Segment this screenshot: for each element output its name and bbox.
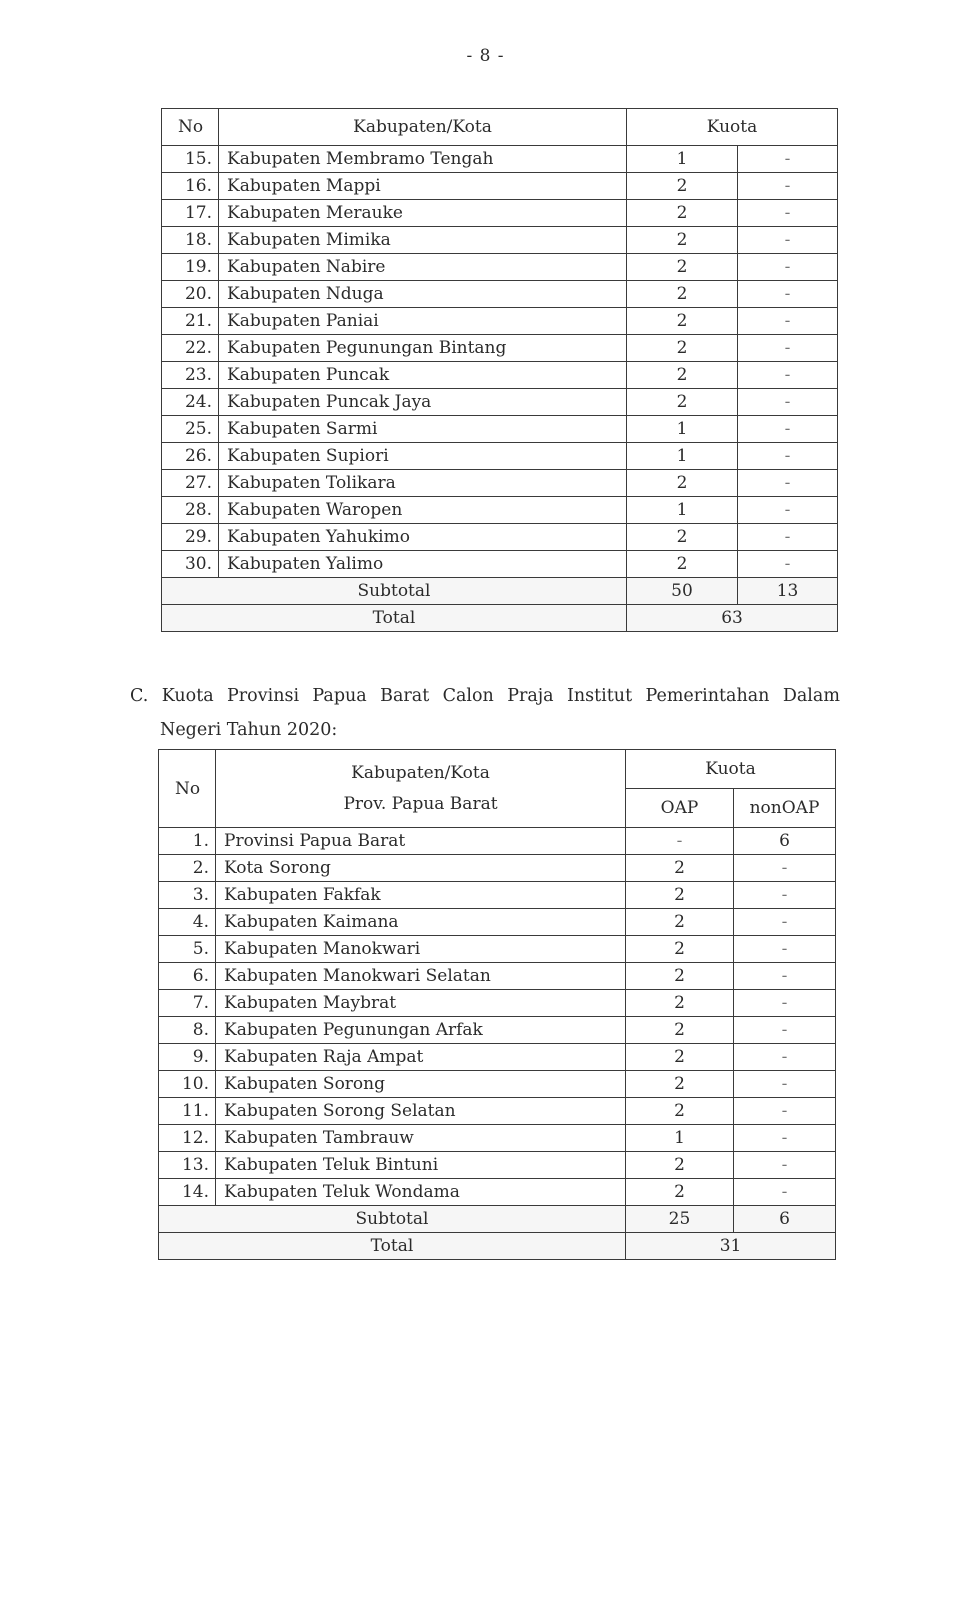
row-name: Kabupaten Fakfak [216,882,626,909]
row-oap: 2 [627,335,738,362]
table-row [159,855,836,882]
row-name: Kabupaten Paniai [219,308,627,335]
row-non-oap: - [734,855,836,882]
header-kuota: Kuota [626,750,836,789]
row-name: Kabupaten Mappi [219,173,627,200]
row-oap: 2 [626,882,734,909]
row-no: 23. [162,362,219,389]
row-no: 4. [159,909,216,936]
row-non-oap: - [734,1017,836,1044]
row-oap: 2 [626,1044,734,1071]
row-no: 29. [162,524,219,551]
table-row [162,524,838,551]
total-value: 63 [627,605,838,632]
row-oap: 2 [627,362,738,389]
row-non-oap: - [734,963,836,990]
row-oap: 1 [627,146,738,173]
table-row [159,828,836,855]
subtotal-non-oap: 13 [738,578,838,605]
table-row [162,254,838,281]
section-c-word: Barat [380,686,430,706]
quota-table-papua-barat [158,749,836,1260]
row-non-oap: - [738,281,838,308]
row-name: Kota Sorong [216,855,626,882]
row-oap: 1 [627,443,738,470]
row-no: 22. [162,335,219,362]
total-value: 31 [626,1233,836,1260]
row-non-oap: - [738,173,838,200]
row-no: 1. [159,828,216,855]
row-oap: 2 [627,281,738,308]
table-row [159,990,836,1017]
table-header-row [162,109,838,146]
row-non-oap: - [738,254,838,281]
table-row [159,882,836,909]
row-non-oap: - [738,416,838,443]
row-non-oap: 6 [734,828,836,855]
row-oap: 2 [627,200,738,227]
row-name: Kabupaten Waropen [219,497,627,524]
table-row [162,470,838,497]
subtotal-non-oap: 6 [734,1206,836,1233]
row-no: 13. [159,1152,216,1179]
subtotal-oap: 50 [627,578,738,605]
row-name: Kabupaten Manokwari Selatan [216,963,626,990]
row-oap: 2 [626,936,734,963]
table-row [159,936,836,963]
header-non-oap: nonOAP [734,789,836,828]
row-name: Kabupaten Sorong Selatan [216,1098,626,1125]
row-no: 16. [162,173,219,200]
row-no: 18. [162,227,219,254]
row-non-oap: - [738,146,838,173]
row-no: 14. [159,1179,216,1206]
table-row [159,1179,836,1206]
row-oap: 2 [627,227,738,254]
row-no: 27. [162,470,219,497]
row-non-oap: - [734,990,836,1017]
header-kuota: Kuota [627,109,838,146]
table-row [159,963,836,990]
row-name: Kabupaten Yahukimo [219,524,627,551]
row-non-oap: - [734,936,836,963]
table-row [162,281,838,308]
row-oap: 2 [626,1152,734,1179]
row-name: Kabupaten Supiori [219,443,627,470]
row-name: Kabupaten Mimika [219,227,627,254]
table-row [162,335,838,362]
table-row [159,1044,836,1071]
section-c-word: Papua [312,686,367,706]
row-name: Kabupaten Tambrauw [216,1125,626,1152]
row-non-oap: - [734,1044,836,1071]
table-row [162,362,838,389]
row-oap: 2 [627,389,738,416]
row-name: Kabupaten Sarmi [219,416,627,443]
row-non-oap: - [738,362,838,389]
table-header-row [159,750,836,789]
row-oap: 2 [626,990,734,1017]
row-non-oap: - [738,497,838,524]
row-non-oap: - [734,1179,836,1206]
row-no: 15. [162,146,219,173]
table-row [162,389,838,416]
table-row [162,497,838,524]
section-c-line1 [130,679,840,713]
row-name: Kabupaten Pegunungan Arfak [216,1017,626,1044]
row-non-oap: - [734,1071,836,1098]
header-name-line2: Prov. Papua Barat [343,793,498,814]
row-oap: 2 [626,1098,734,1125]
subtotal-row [162,578,838,605]
row-no: 10. [159,1071,216,1098]
subtotal-label: Subtotal [159,1206,626,1233]
row-oap: - [626,828,734,855]
row-oap: 2 [627,524,738,551]
section-c-word: Kuota [161,686,214,706]
row-no: 26. [162,443,219,470]
table-row [159,1017,836,1044]
row-name: Kabupaten Yalimo [219,551,627,578]
row-no: 21. [162,308,219,335]
row-oap: 2 [627,308,738,335]
row-oap: 2 [626,963,734,990]
row-non-oap: - [738,200,838,227]
subtotal-oap: 25 [626,1206,734,1233]
quota-table-papua-continued [161,108,838,632]
row-oap: 2 [627,470,738,497]
row-no: 17. [162,200,219,227]
table-row [162,173,838,200]
header-oap: OAP [626,789,734,828]
section-c-word: Dalam [782,686,840,706]
table-row [159,1098,836,1125]
row-oap: 1 [626,1125,734,1152]
header-kabupaten-kota [216,750,626,828]
table-row [159,1071,836,1098]
row-no: 12. [159,1125,216,1152]
table-row [162,551,838,578]
total-label: Total [162,605,627,632]
row-non-oap: - [734,1152,836,1179]
row-oap: 2 [626,1179,734,1206]
table-row [162,416,838,443]
row-no: 28. [162,497,219,524]
header-no: No [159,750,216,828]
row-oap: 2 [627,254,738,281]
section-c-word: Pemerintahan [645,686,770,706]
row-name: Provinsi Papua Barat [216,828,626,855]
row-no: 8. [159,1017,216,1044]
row-no: 7. [159,990,216,1017]
row-no: 11. [159,1098,216,1125]
table-row [162,146,838,173]
row-non-oap: - [738,308,838,335]
row-non-oap: - [734,909,836,936]
row-non-oap: - [738,443,838,470]
table-row [162,443,838,470]
row-name: Kabupaten Maybrat [216,990,626,1017]
page-number: - 8 - [466,46,505,66]
header-kabupaten-kota: Kabupaten/Kota [219,109,627,146]
row-non-oap: - [738,551,838,578]
row-non-oap: - [738,335,838,362]
row-oap: 2 [626,1071,734,1098]
subtotal-row [159,1206,836,1233]
section-c-word: Institut [566,686,633,706]
row-no: 3. [159,882,216,909]
total-row [162,605,838,632]
row-name: Kabupaten Membramo Tengah [219,146,627,173]
table-row [159,1152,836,1179]
row-name: Kabupaten Teluk Wondama [216,1179,626,1206]
row-non-oap: - [738,470,838,497]
section-c-word: Praja [507,686,554,706]
section-c-line2: Negeri Tahun 2020: [160,720,338,740]
section-c-word: Provinsi [227,686,300,706]
row-name: Kabupaten Puncak Jaya [219,389,627,416]
section-c-word: Calon [442,686,494,706]
total-row [159,1233,836,1260]
row-no: 19. [162,254,219,281]
table-row [162,200,838,227]
table-row [159,909,836,936]
row-non-oap: - [738,524,838,551]
row-name: Kabupaten Merauke [219,200,627,227]
row-non-oap: - [738,389,838,416]
row-oap: 2 [626,1017,734,1044]
row-name: Kabupaten Nduga [219,281,627,308]
section-c-heading [130,679,840,747]
row-oap: 2 [626,855,734,882]
table-row [162,227,838,254]
row-no: 25. [162,416,219,443]
row-non-oap: - [734,1125,836,1152]
row-no: 2. [159,855,216,882]
row-name: Kabupaten Kaimana [216,909,626,936]
row-non-oap: - [738,227,838,254]
row-no: 24. [162,389,219,416]
row-name: Kabupaten Pegunungan Bintang [219,335,627,362]
header-name-line1: Kabupaten/Kota [351,762,490,783]
row-name: Kabupaten Raja Ampat [216,1044,626,1071]
section-c-label: C. [130,686,149,706]
row-name: Kabupaten Teluk Bintuni [216,1152,626,1179]
row-name: Kabupaten Manokwari [216,936,626,963]
row-name: Kabupaten Tolikara [219,470,627,497]
row-non-oap: - [734,1098,836,1125]
row-oap: 2 [627,173,738,200]
row-oap: 1 [627,416,738,443]
row-no: 6. [159,963,216,990]
table-row [159,1125,836,1152]
subtotal-label: Subtotal [162,578,627,605]
total-label: Total [159,1233,626,1260]
row-no: 30. [162,551,219,578]
header-no: No [162,109,219,146]
row-non-oap: - [734,882,836,909]
row-oap: 2 [627,551,738,578]
row-name: Kabupaten Puncak [219,362,627,389]
row-no: 20. [162,281,219,308]
row-name: Kabupaten Sorong [216,1071,626,1098]
row-oap: 2 [626,909,734,936]
table-row [162,308,838,335]
row-oap: 1 [627,497,738,524]
row-no: 9. [159,1044,216,1071]
row-no: 5. [159,936,216,963]
row-name: Kabupaten Nabire [219,254,627,281]
